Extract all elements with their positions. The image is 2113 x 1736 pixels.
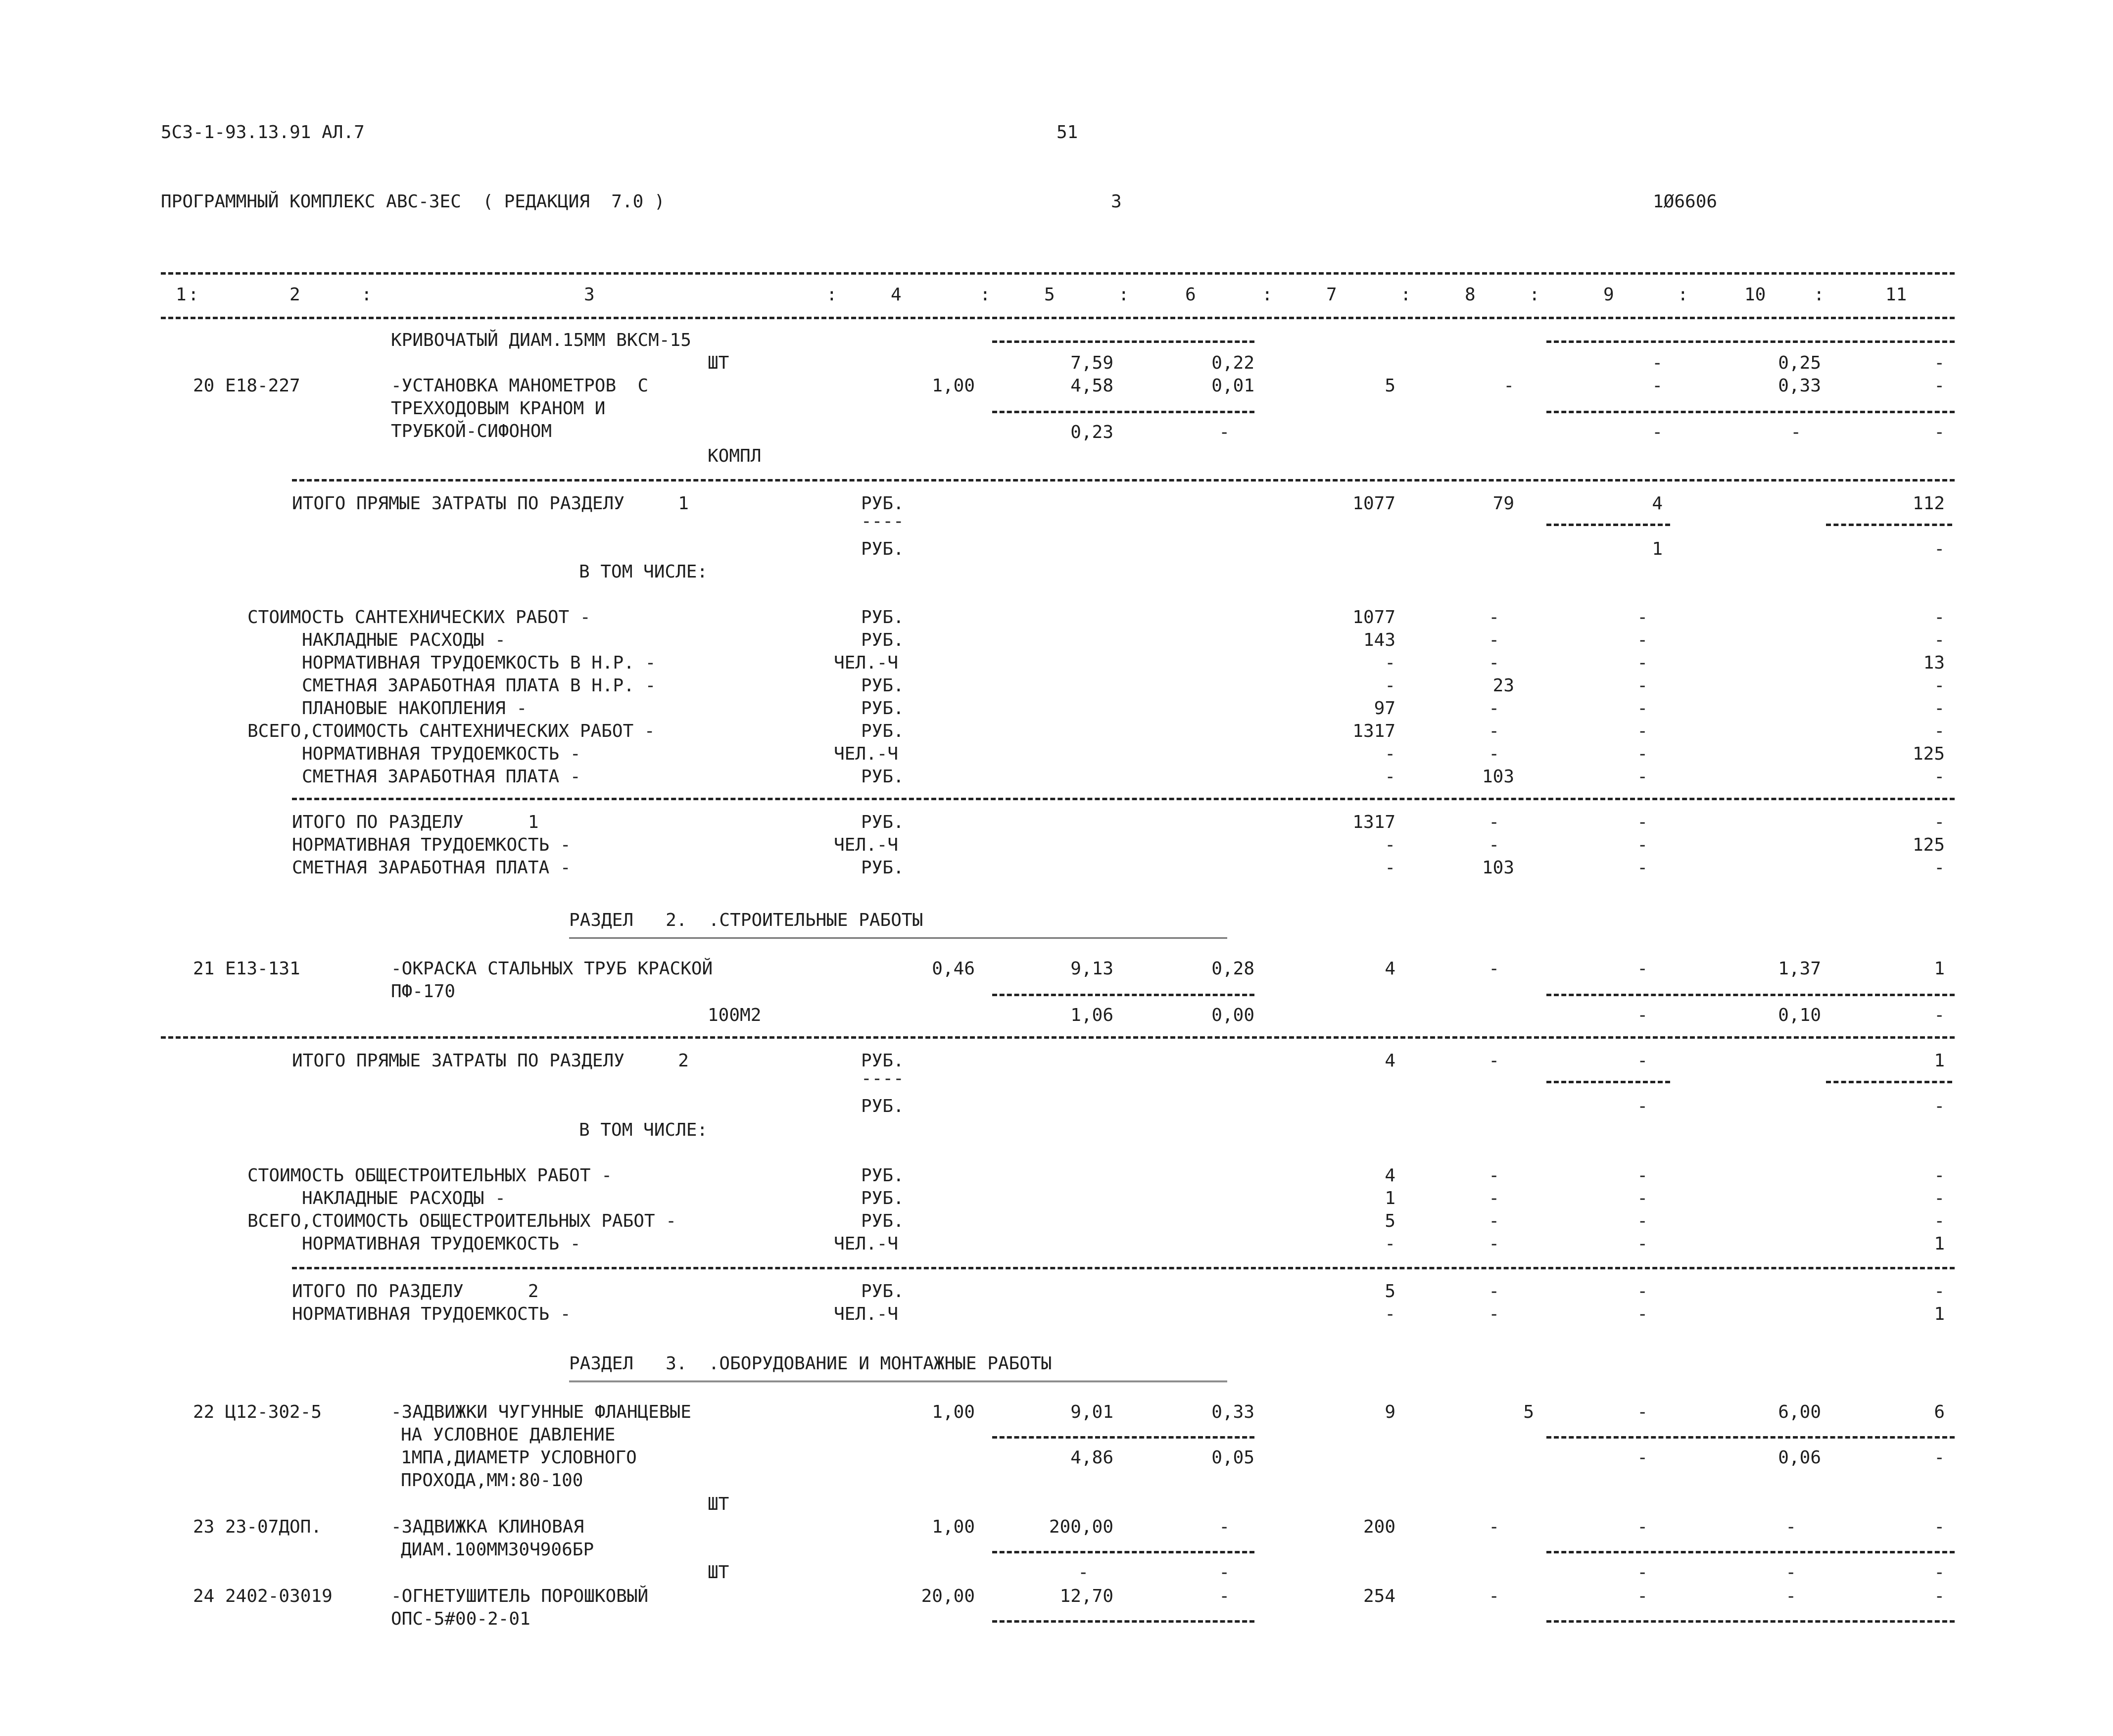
cell-value: 9,01	[1070, 1402, 1113, 1422]
col-separator: :	[188, 285, 199, 305]
cell-value: -	[1489, 630, 1499, 650]
cell-value: -	[1637, 1447, 1648, 1468]
cell-value: -	[1489, 1586, 1499, 1606]
unit-label: ШТ	[708, 353, 729, 373]
cell-value: -	[1934, 698, 1945, 719]
row-label: НОРМАТИВНАЯ ТРУДОЕМКОСТЬ -	[292, 835, 571, 855]
unit-label: РУБ.	[861, 1096, 904, 1116]
col-header: 3	[584, 285, 595, 305]
unit-label: РУБ.	[861, 767, 904, 787]
cell-value: 0,23	[1070, 422, 1113, 442]
row-label: СМЕТНАЯ ЗАРАБОТНАЯ ПЛАТА В Н.Р. -	[302, 675, 656, 696]
cell-value: -	[1489, 1051, 1499, 1071]
divider	[569, 937, 1227, 939]
cell-value: -	[1934, 1096, 1945, 1116]
cell-value: -	[1934, 376, 1945, 396]
cell-value: -	[1637, 959, 1648, 979]
divider	[992, 1436, 1254, 1439]
cell-value: -	[1790, 422, 1801, 442]
cell-value: 1	[1934, 1234, 1945, 1254]
cell-value: 103	[1482, 767, 1514, 787]
row-description: ДИАМ.100ММ30Ч906БР	[401, 1540, 594, 1560]
program-title: ПРОГРАММНЫЙ КОМПЛЕКС АВС-3ЕС ( РЕДАКЦИЯ 7.0 )	[161, 192, 665, 212]
cell-value: -	[1637, 1234, 1648, 1254]
cell-value: -	[1934, 858, 1945, 878]
cell-value: -	[1934, 1562, 1945, 1583]
cell-value: -	[1489, 1517, 1499, 1537]
row-code: 2402-03019	[225, 1586, 333, 1606]
cell-value: -	[1489, 744, 1499, 764]
divider	[992, 1620, 1254, 1623]
col-header: 2	[289, 285, 300, 305]
cell-value: 4	[1385, 1165, 1395, 1186]
cell-value: 79	[1492, 493, 1514, 514]
cell-value: -	[1934, 675, 1945, 696]
col-separator: :	[980, 285, 991, 305]
cell-value: 4,86	[1070, 1447, 1113, 1468]
row-code: 23-07ДОП.	[225, 1517, 322, 1537]
divider	[292, 798, 1955, 800]
cell-value: -	[1385, 675, 1395, 696]
unit-label: ЧЕЛ.-Ч	[834, 744, 899, 764]
divider	[1546, 340, 1955, 343]
row-description: 1МПА,ДИАМЕТР УСЛОВНОГО	[401, 1447, 637, 1468]
cell-value: -	[1637, 1096, 1648, 1116]
unit-label: РУБ.	[861, 675, 904, 696]
cell-value: 1	[1934, 959, 1945, 979]
cell-value: -	[1934, 767, 1945, 787]
document-code: 5С3-1-93.13.91 АЛ.7	[161, 122, 365, 143]
col-separator: :	[1814, 285, 1825, 305]
cell-value: -	[1385, 767, 1395, 787]
cell-value: 4	[1385, 959, 1395, 979]
cell-value: -	[1489, 1304, 1499, 1324]
unit-label: ЧЕЛ.-Ч	[834, 835, 899, 855]
divider	[1546, 411, 1955, 413]
col-header: 1	[176, 285, 187, 305]
divider	[1546, 1436, 1955, 1439]
cell-value: -	[1637, 767, 1648, 787]
section-title: РАЗДЕЛ 2. .СТРОИТЕЛЬНЫЕ РАБОТЫ	[569, 910, 923, 930]
divider	[161, 272, 1955, 275]
cell-value: -	[1934, 607, 1945, 627]
cell-value: 9,13	[1070, 959, 1113, 979]
cell-value: -	[1637, 1051, 1648, 1071]
row-description: -ОКРАСКА СТАЛЬНЫХ ТРУБ КРАСКОЙ	[391, 959, 713, 979]
cell-value: -	[1637, 1281, 1648, 1302]
cell-value: 9	[1385, 1402, 1395, 1422]
unit-label: РУБ.	[861, 493, 904, 514]
cell-value: -	[1637, 1517, 1648, 1537]
row-label: ИТОГО ПО РАЗДЕЛУ 1	[292, 812, 539, 832]
cell-value: 143	[1363, 630, 1395, 650]
cell-value: -	[1219, 1562, 1230, 1583]
unit-label: ЧЕЛ.-Ч	[834, 1304, 899, 1324]
divider	[161, 1036, 1955, 1039]
unit-label: КОМПЛ	[708, 446, 762, 466]
cell-value: -	[1637, 1304, 1648, 1324]
col-header: 8	[1465, 285, 1476, 305]
cell-value: 1,37	[1778, 959, 1821, 979]
cell-value: -	[1489, 1165, 1499, 1186]
unit-label: РУБ.	[861, 1051, 904, 1071]
col-header: 10	[1744, 285, 1766, 305]
cell-value: -	[1934, 812, 1945, 832]
cell-value: 103	[1482, 858, 1514, 878]
col-header: 6	[1185, 285, 1196, 305]
subheading: В ТОМ ЧИСЛЕ:	[579, 1120, 708, 1140]
cell-value: 1	[1385, 1188, 1395, 1208]
divider	[1546, 524, 1670, 526]
row-description: ТРУБКОЙ-СИФОНОМ	[391, 421, 552, 441]
cell-value: -	[1385, 835, 1395, 855]
cell-value: -	[1637, 653, 1648, 673]
cell-value: 13	[1923, 653, 1945, 673]
row-number: 20	[193, 376, 215, 396]
col-separator: :	[1678, 285, 1688, 305]
cell-value: -	[1385, 744, 1395, 764]
row-label: ИТОГО ПО РАЗДЕЛУ 2	[292, 1281, 539, 1302]
quantity: 0,46	[932, 959, 975, 979]
cell-value: -	[1652, 422, 1663, 442]
cell-value: 12,70	[1059, 1586, 1113, 1606]
row-label: СМЕТНАЯ ЗАРАБОТНАЯ ПЛАТА -	[292, 858, 571, 878]
divider	[1546, 994, 1955, 996]
row-label: СТОИМОСТЬ САНТЕХНИЧЕСКИХ РАБОТ -	[247, 607, 591, 627]
col-separator: :	[1262, 285, 1273, 305]
row-number: 24	[193, 1586, 215, 1606]
unit-label: РУБ.	[861, 698, 904, 719]
cell-value: -	[1934, 1517, 1945, 1537]
cell-value: 1317	[1352, 721, 1395, 741]
col-separator: :	[826, 285, 837, 305]
cell-value: -	[1934, 1188, 1945, 1208]
cell-value: -	[1637, 1211, 1648, 1231]
cell-value: -	[1637, 1005, 1648, 1025]
row-description: ОПС-5#00-2-01	[391, 1609, 530, 1629]
col-header: 9	[1603, 285, 1614, 305]
page-number: 51	[1056, 122, 1078, 143]
row-number: 22	[193, 1402, 215, 1422]
row-number: 23	[193, 1517, 215, 1537]
divider	[292, 1267, 1955, 1269]
row-label: СТОИМОСТЬ ОБЩЕСТРОИТЕЛЬНЫХ РАБОТ -	[247, 1165, 612, 1186]
cell-value: -	[1489, 1188, 1499, 1208]
subheading: В ТОМ ЧИСЛЕ:	[579, 562, 708, 582]
col-separator: :	[1529, 285, 1540, 305]
col-separator: :	[1400, 285, 1411, 305]
unit-label: РУБ.	[861, 721, 904, 741]
col-header: 11	[1885, 285, 1907, 305]
document-id: 1Ø6606	[1653, 192, 1718, 212]
cell-value: -	[1934, 1281, 1945, 1302]
unit-label: 100М2	[708, 1005, 762, 1025]
cell-value: 5	[1385, 1281, 1395, 1302]
divider	[992, 994, 1254, 996]
cell-value: 5	[1385, 1211, 1395, 1231]
row-description: -ОГНЕТУШИТЕЛЬ ПОРОШКОВЫЙ	[391, 1586, 649, 1606]
cell-value: 1	[1934, 1304, 1945, 1324]
divider	[992, 411, 1254, 413]
cell-value: -	[1637, 835, 1648, 855]
divider	[1546, 1081, 1670, 1083]
cell-value: -	[1934, 1165, 1945, 1186]
cell-value: -	[1489, 653, 1499, 673]
cell-value: 112	[1912, 493, 1945, 514]
cell-value: -	[1385, 858, 1395, 878]
cell-value: 5	[1385, 376, 1395, 396]
row-description: ПФ-170	[391, 981, 456, 1002]
subtotal-label: ИТОГО ПРЯМЫЕ ЗАТРАТЫ ПО РАЗДЕЛУ 1	[292, 493, 689, 514]
cell-value: -	[1785, 1517, 1796, 1537]
cell-value: -	[1489, 607, 1499, 627]
cell-value: -	[1652, 376, 1663, 396]
cell-value: -	[1637, 721, 1648, 741]
cell-value: -	[1637, 675, 1648, 696]
cell-value: -	[1637, 744, 1648, 764]
unit-label: ЧЕЛ.-Ч	[834, 1234, 899, 1254]
cell-value: -	[1078, 1562, 1089, 1583]
divider	[161, 317, 1955, 319]
cell-value: 4	[1652, 493, 1663, 514]
row-code: Ц12-302-5	[225, 1402, 322, 1422]
col-header: 5	[1044, 285, 1055, 305]
divider	[1546, 1551, 1955, 1553]
unit-label: РУБ.	[861, 858, 904, 878]
row-description: НА УСЛОВНОЕ ДАВЛЕНИЕ	[401, 1425, 616, 1445]
cell-value: -	[1934, 422, 1945, 442]
row-description: ТРЕХХОДОВЫМ КРАНОМ И	[391, 398, 606, 419]
subtotal-label: ИТОГО ПРЯМЫЕ ЗАТРАТЫ ПО РАЗДЕЛУ 2	[292, 1051, 689, 1071]
divider	[1826, 524, 1952, 526]
cell-value: 200	[1363, 1517, 1395, 1537]
cell-value: 0,10	[1778, 1005, 1821, 1025]
cell-value: 1	[1652, 539, 1663, 559]
col-separator: :	[361, 285, 372, 305]
cell-value: -	[1385, 1234, 1395, 1254]
sheet-number: 3	[1111, 192, 1122, 212]
cell-value: 0,01	[1211, 376, 1254, 396]
quantity: 20,00	[921, 1586, 975, 1606]
unit-label: РУБ.	[861, 1211, 904, 1231]
cell-value: 23	[1492, 675, 1514, 696]
cell-value: -	[1489, 721, 1499, 741]
cell-value: 0,25	[1778, 353, 1821, 373]
cell-value: -	[1489, 959, 1499, 979]
cell-value: 125	[1912, 835, 1945, 855]
col-header: 7	[1326, 285, 1337, 305]
cell-value: -	[1934, 1586, 1945, 1606]
row-label: НОРМАТИВНАЯ ТРУДОЕМКОСТЬ -	[292, 1304, 571, 1324]
cell-value: -	[1637, 1562, 1648, 1583]
cell-value: -	[1637, 630, 1648, 650]
cell-value: 0,33	[1778, 376, 1821, 396]
unit-label: ШТ	[708, 1562, 729, 1583]
cell-value: 1	[1934, 1051, 1945, 1071]
cell-value: -	[1934, 1211, 1945, 1231]
unit-label: ----	[861, 1068, 904, 1089]
unit-label: ЧЕЛ.-Ч	[834, 653, 899, 673]
cell-value: 0,05	[1211, 1447, 1254, 1468]
cell-value: 0,00	[1211, 1005, 1254, 1025]
cell-value: -	[1934, 353, 1945, 373]
divider	[992, 340, 1254, 343]
row-label: НОРМАТИВНАЯ ТРУДОЕМКОСТЬ -	[302, 1234, 581, 1254]
unit-label: ----	[861, 511, 904, 531]
unit-label: ШТ	[708, 1494, 729, 1514]
cell-value: -	[1219, 1517, 1230, 1537]
cell-value: -	[1785, 1586, 1796, 1606]
row-label: НОРМАТИВНАЯ ТРУДОЕМКОСТЬ -	[302, 744, 581, 764]
cell-value: -	[1934, 1005, 1945, 1025]
cell-value: 5	[1523, 1402, 1534, 1422]
cell-value: -	[1489, 835, 1499, 855]
row-label: НАКЛАДНЫЕ РАСХОДЫ -	[302, 630, 506, 650]
cell-value: -	[1637, 698, 1648, 719]
cell-value: -	[1489, 812, 1499, 832]
unit-label: РУБ.	[861, 630, 904, 650]
row-label: НАКЛАДНЫЕ РАСХОДЫ -	[302, 1188, 506, 1208]
quantity: 1,00	[932, 376, 975, 396]
cell-value: -	[1637, 1165, 1648, 1186]
divider	[569, 1381, 1227, 1382]
cell-value: 1317	[1352, 812, 1395, 832]
row-description: -ЗАДВИЖКА КЛИНОВАЯ	[391, 1517, 584, 1537]
cell-value: 4,58	[1070, 376, 1113, 396]
row-label: ВСЕГО,СТОИМОСТЬ САНТЕХНИЧЕСКИХ РАБОТ -	[247, 721, 655, 741]
cell-value: -	[1219, 422, 1230, 442]
cell-value: -	[1934, 721, 1945, 741]
unit-label: РУБ.	[861, 1188, 904, 1208]
row-label: ВСЕГО,СТОИМОСТЬ ОБЩЕСТРОИТЕЛЬНЫХ РАБОТ -	[247, 1211, 676, 1231]
cell-value: -	[1489, 1281, 1499, 1302]
divider	[1826, 1081, 1952, 1083]
cell-value: 1,06	[1070, 1005, 1113, 1025]
col-header: 4	[891, 285, 902, 305]
col-separator: :	[1118, 285, 1129, 305]
cell-value: 0,28	[1211, 959, 1254, 979]
cell-value: 0,06	[1778, 1447, 1821, 1468]
cell-value: -	[1489, 1234, 1499, 1254]
cell-value: -	[1385, 1304, 1395, 1324]
row-label: СМЕТНАЯ ЗАРАБОТНАЯ ПЛАТА -	[302, 767, 581, 787]
item-text: КРИВОЧАТЫЙ ДИАМ.15ММ ВКСМ-15	[391, 330, 691, 350]
row-label: ПЛАНОВЫЕ НАКОПЛЕНИЯ -	[302, 698, 528, 719]
divider	[992, 1551, 1254, 1553]
cell-value: 254	[1363, 1586, 1395, 1606]
cell-value: -	[1637, 1188, 1648, 1208]
cell-value: -	[1785, 1562, 1796, 1583]
row-number: 21	[193, 959, 215, 979]
row-code: Е18-227	[225, 376, 300, 396]
cell-value: -	[1934, 630, 1945, 650]
cell-value: 97	[1374, 698, 1395, 719]
cell-value: 6,00	[1778, 1402, 1821, 1422]
divider	[292, 479, 1955, 482]
row-label: НОРМАТИВНАЯ ТРУДОЕМКОСТЬ В Н.Р. -	[302, 653, 656, 673]
row-code: Е13-131	[225, 959, 300, 979]
unit-label: РУБ.	[861, 1281, 904, 1302]
divider	[1546, 1620, 1955, 1623]
cell-value: 6	[1934, 1402, 1945, 1422]
cell-value: 1077	[1352, 493, 1395, 514]
cell-value: -	[1652, 353, 1663, 373]
quantity: 1,00	[932, 1402, 975, 1422]
cell-value: -	[1934, 539, 1945, 559]
cell-value: 0,22	[1211, 353, 1254, 373]
row-description: ПРОХОДА,ММ:80-100	[401, 1470, 583, 1491]
quantity: 1,00	[932, 1517, 975, 1537]
cell-value: 200,00	[1049, 1517, 1113, 1537]
cell-value: -	[1637, 812, 1648, 832]
cell-value: 4	[1385, 1051, 1395, 1071]
unit-label: РУБ.	[861, 1165, 904, 1186]
cell-value: -	[1503, 376, 1514, 396]
cell-value: 125	[1912, 744, 1945, 764]
unit-label: РУБ.	[861, 539, 904, 559]
cell-value: -	[1637, 858, 1648, 878]
row-description: -УСТАНОВКА МАНОМЕТРОВ С	[391, 376, 649, 396]
cell-value: -	[1637, 1402, 1648, 1422]
section-title: РАЗДЕЛ 3. .ОБОРУДОВАНИЕ И МОНТАЖНЫЕ РАБОТЫ	[569, 1353, 1052, 1374]
cell-value: -	[1219, 1586, 1230, 1606]
cell-value: -	[1637, 607, 1648, 627]
cell-value: -	[1637, 1586, 1648, 1606]
row-description: -ЗАДВИЖКИ ЧУГУННЫЕ ФЛАНЦЕВЫЕ	[391, 1402, 691, 1422]
cell-value: -	[1385, 653, 1395, 673]
cell-value: 7,59	[1070, 353, 1113, 373]
cell-value: -	[1489, 1211, 1499, 1231]
cell-value: -	[1489, 698, 1499, 719]
unit-label: РУБ.	[861, 812, 904, 832]
unit-label: РУБ.	[861, 607, 904, 627]
cell-value: 0,33	[1211, 1402, 1254, 1422]
cell-value: -	[1934, 1447, 1945, 1468]
cell-value: 1077	[1352, 607, 1395, 627]
